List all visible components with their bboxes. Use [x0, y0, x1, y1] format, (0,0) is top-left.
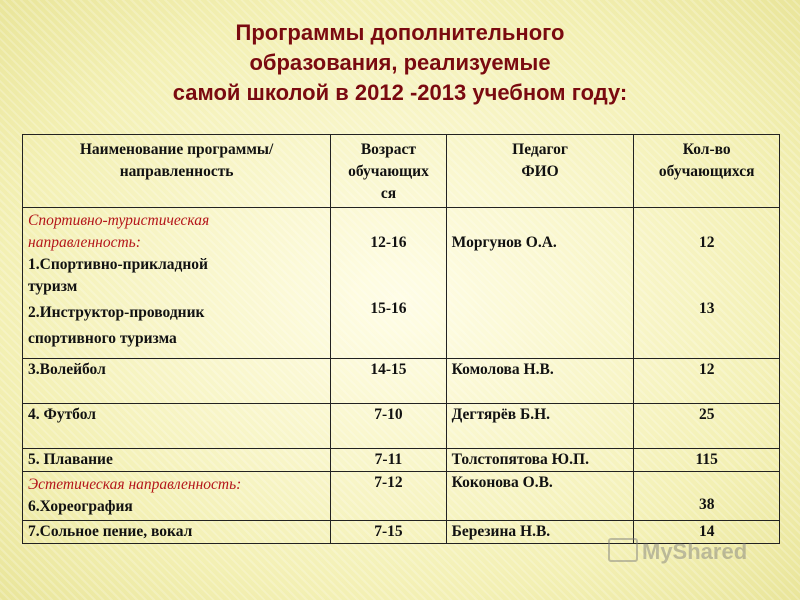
table-row [23, 359, 780, 404]
teacher-cell: Толстопятова Ю.П. [446, 449, 634, 472]
program-cell: 4. Футбол [23, 404, 331, 449]
table-row [23, 449, 780, 472]
programs-table [22, 134, 780, 544]
teacher-cell: Дегтярёв Б.Н. [446, 404, 634, 449]
table-row [23, 472, 780, 521]
count-cell: 14 [634, 521, 780, 544]
category-label: Спортивно-туристическая [28, 212, 210, 229]
teacher-cell: Комолова Н.В. [446, 359, 634, 404]
page-title [0, 18, 800, 108]
table-row [23, 404, 780, 449]
title-line-2: образования, реализуемые [249, 50, 551, 75]
program-cell: 7.Сольное пение, вокал [23, 521, 331, 544]
presentation-icon [608, 538, 638, 562]
age-cell: 14-15 [331, 359, 446, 404]
program-cell: Спортивно-туристическая направленность: 1.Спортивно-прикладной туризм 2.Инструктор-проводник спортивного туризма [23, 208, 331, 359]
watermark-logo [608, 538, 747, 565]
age-cell: 12-16 15-16 [331, 208, 446, 359]
category-label: Эстетическая направленность: [28, 476, 242, 493]
age-cell: 7-11 [331, 449, 446, 472]
age-cell: 7-12 [331, 472, 446, 521]
header-teacher: Педагог ФИО [446, 135, 634, 208]
count-cell: 115 [634, 449, 780, 472]
count-cell: 25 [634, 404, 780, 449]
watermark-text: MyShared [642, 539, 748, 564]
count-cell: 12 [634, 359, 780, 404]
teacher-cell: Моргунов О.А. [446, 208, 634, 359]
title-line-1: Программы дополнительного [235, 20, 565, 45]
teacher-cell: Березина Н.В. [446, 521, 634, 544]
header-count: Кол-во обучающихся [634, 135, 780, 208]
count-cell: 38 [634, 472, 780, 521]
table-header-row [23, 135, 780, 208]
age-cell: 7-10 [331, 404, 446, 449]
teacher-cell: Коконова О.В. [446, 472, 634, 521]
program-cell: 5. Плавание [23, 449, 331, 472]
header-program: Наименование программы/ направленность [23, 135, 331, 208]
age-cell: 7-15 [331, 521, 446, 544]
program-cell: Эстетическая направленность: 6.Хореография [23, 472, 331, 521]
count-cell: 12 13 [634, 208, 780, 359]
program-cell: 3.Волейбол [23, 359, 331, 404]
table-row [23, 208, 780, 359]
category-label: направленность: [28, 234, 141, 251]
title-line-3: самой школой в 2012 -2013 учебном году: [172, 80, 628, 105]
header-age: Возраст обучающих ся [331, 135, 446, 208]
